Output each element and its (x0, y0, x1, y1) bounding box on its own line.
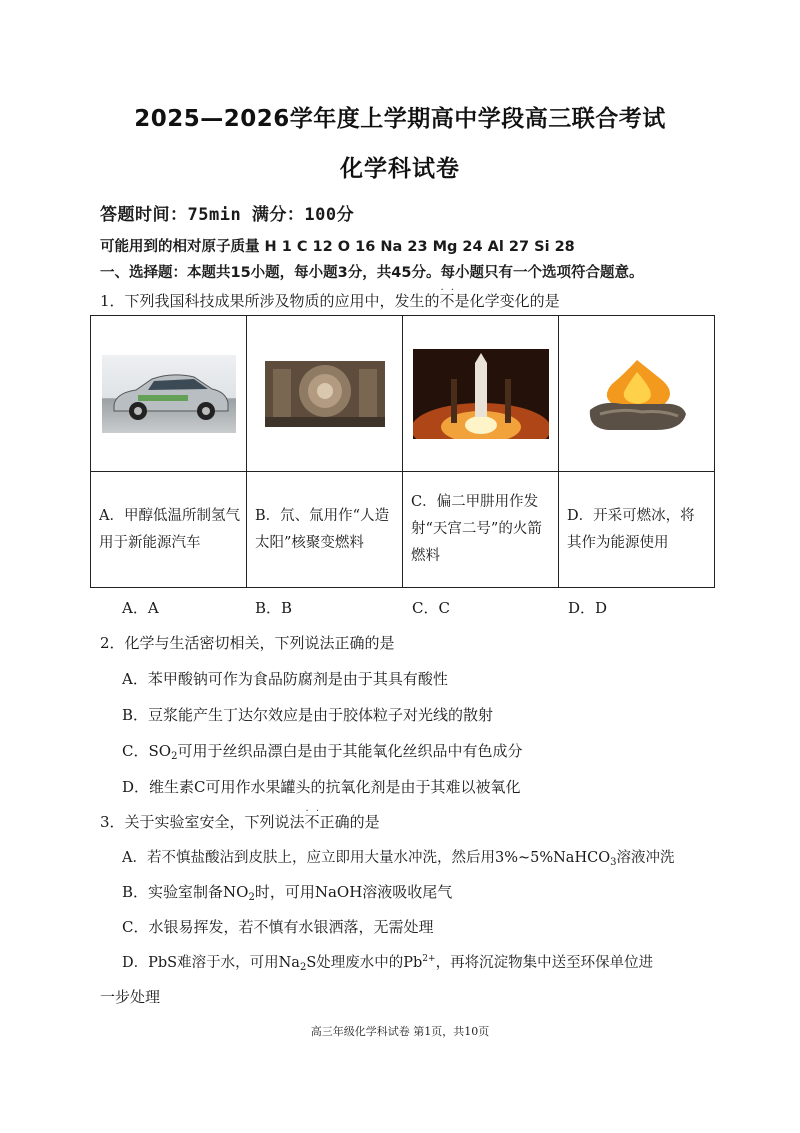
q3-stem-emphasis: 不正 · · (305, 813, 335, 831)
q1-cell-b-text: B．氘、氚用作“人造太阳”核聚变燃料 (247, 472, 403, 588)
q1-stem-pre: 1．下列我国科技成果所涉及物质的应用中，发生的 (100, 292, 440, 310)
q3-option-c: C．水银易挥发，若不慎有水银洒落，无需处理 (122, 918, 434, 936)
q2-option-a: A．苯甲酸钠可作为食品防腐剂是由于其具有酸性 (122, 670, 448, 688)
q1-choice-a: A．A (122, 599, 159, 617)
q3-option-d (122, 951, 653, 973)
exam-title: 2025—2026学年度上学期高中学段高三联合考试 (134, 106, 666, 132)
q3-option-d-post: ，再将沉淀物集中送至环保单位进 (435, 955, 654, 971)
q1-cell-a-image (91, 316, 247, 472)
question-1-table (90, 315, 715, 588)
q3-option-a (122, 846, 674, 868)
q1-stem-emphasis: 不是 · · (440, 292, 470, 310)
q2-option-c-post: 可用于丝织品漂白是由于其能氧化丝织品中有色成分 (177, 742, 523, 760)
question-1-stem (100, 290, 560, 311)
q2-option-b: B．豆浆能产生丁达尔效应是由于胶体粒子对光线的散射 (122, 706, 494, 724)
q3-option-b-sub: 2 (248, 892, 255, 903)
q3-stem-post: 确的是 (334, 813, 380, 831)
q3-option-b-pre: B．实验室制备NO (122, 883, 249, 901)
q3-option-d-sup: 2+ (422, 954, 436, 964)
q3-option-a-post: 溶液冲洗 (616, 850, 675, 866)
q3-stem-pre: 3．关于实验室安全，下列说法 (100, 813, 305, 831)
q3-option-d-pre: D．PbS难溶于水，可用Na (122, 955, 300, 971)
new-energy-car-photo (102, 355, 236, 433)
q1-cell-b-image (247, 316, 403, 472)
section-title: 一、选择题：本题共15小题，每小题3分，共45分。每小题只有一个选项符合题意。 (100, 265, 644, 281)
q3-option-a-sub: 3 (610, 857, 617, 868)
q2-option-c-pre: C．SO (122, 742, 172, 760)
q1-cell-c-image (403, 316, 559, 472)
page-footer: 高三年级化学科试卷 第1页，共10页 (310, 1025, 490, 1038)
q2-option-c-sub: 2 (171, 751, 178, 762)
q3-option-d-continuation: 一步处理 (100, 988, 161, 1006)
q3-option-b-post: 时，可用NaOH溶液吸收尾气 (254, 883, 453, 901)
q1-cell-c-text: C．偏二甲肼用作发射“天宫二号”的火箭燃料 (403, 472, 559, 588)
q3-option-b (122, 881, 452, 903)
q1-choice-c: C．C (412, 599, 450, 617)
question-3-stem (100, 811, 380, 832)
q2-option-d: D．维生素C可用作水果罐头的抗氧化剂是由于其难以被氧化 (122, 778, 521, 796)
q3-option-d-sub: 2 (299, 962, 307, 973)
q1-cell-d-text: D．开采可燃冰，将其作为能源使用 (559, 472, 715, 588)
exam-time-line: 答题时间：75min 满分：100分 (100, 205, 355, 225)
question-2-stem: 2．化学与生活密切相关，下列说法正确的是 (100, 634, 395, 652)
rocket-launch-photo (413, 349, 549, 439)
q1-choice-d: D．D (568, 599, 608, 617)
atomic-mass-line: 可能用到的相对原子质量 H 1 C 12 O 16 Na 23 Mg 24 Al 27 Si 28 (100, 239, 575, 255)
q2-option-c (122, 740, 522, 762)
q1-cell-d-image (559, 316, 715, 472)
q1-choice-b: B．B (255, 599, 293, 617)
q3-option-a-pre: A．若不慎盐酸沾到皮肤上，应立即用大量水冲洗，然后用3%~5%NaHCO (122, 850, 611, 866)
exam-subtitle: 化学科试卷 (340, 156, 460, 182)
q3-option-d-mid: S处理废水中的Pb (306, 955, 423, 971)
burning-combustible-ice-photo (582, 354, 692, 434)
artificial-sun-reactor-photo (265, 361, 385, 427)
q1-stem-post: 化学变化的是 (469, 292, 560, 310)
q1-cell-a-text: A．甲醇低温所制氢气用于新能源汽车 (91, 472, 247, 588)
